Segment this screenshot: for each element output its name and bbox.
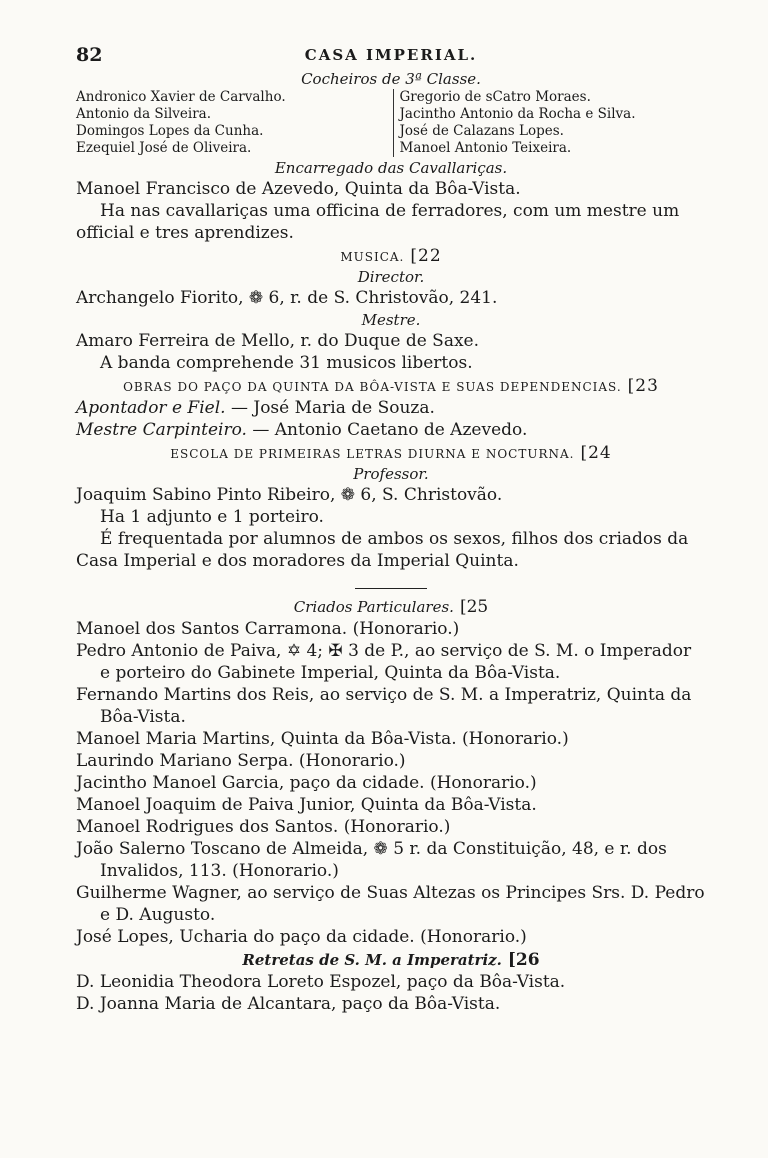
list-item: D. Leonidia Theodora Loreto Espozel, paço da Bôa-Vista. xyxy=(76,972,566,992)
escola-heading xyxy=(76,443,706,463)
list-item: Gregorio de sCatro Moraes. xyxy=(399,89,591,105)
list-item: Jacintho Manoel Garcia, paço da cidade. (Honorario.) xyxy=(76,773,537,793)
list-item: Domingos Lopes da Cunha. xyxy=(76,123,264,139)
criados-ref: [25 xyxy=(459,597,489,617)
musica-mestre-title: Mestre. xyxy=(361,311,421,329)
cavallaricas-title: Encarregado das Cavallariças. xyxy=(274,159,508,177)
musica-banda: A banda comprehende 31 musicos libertos. xyxy=(100,353,473,373)
list-item: Guilherme Wagner, ao serviço de Suas Altezas os Principes Srs. D. Pedro e D. Augusto. xyxy=(76,883,705,925)
list-item: Andronico Xavier de Carvalho. xyxy=(76,89,286,105)
obras-heading xyxy=(76,376,706,396)
retretas-list xyxy=(76,971,706,1015)
escola-note: É frequentada por alumnos de ambos os sexos, filhos dos criados da Casa Imperial e dos moradores da Imperial Quinta. xyxy=(76,529,689,571)
escola-title: ESCOLA DE PRIMEIRAS LETRAS DIURNA E NOCTURNA. xyxy=(170,447,575,461)
page-header xyxy=(76,44,706,68)
obras-ref: [23 xyxy=(627,376,659,396)
list-item: Manoel Joaquim de Paiva Junior, Quinta da Bôa-Vista. xyxy=(76,795,537,815)
obras-title: OBRAS DO PAÇO DA QUINTA DA BÔA-VISTA E SUAS DEPENDENCIAS. xyxy=(123,380,622,394)
retretas-heading xyxy=(76,950,706,970)
list-item: João Salerno Toscano de Almeida, ❁ 5 r. da Constituição, 48, e r. dos Invalidos, 113. (Honorario.) xyxy=(76,839,667,881)
cocheiros-left-column xyxy=(76,89,383,157)
obras-mestre xyxy=(76,419,706,441)
cavallaricas-note: Ha nas cavallariças uma officina de ferradores, com um mestre um official e tres aprendizes. xyxy=(76,201,680,243)
list-item: Manoel Antonio Teixeira. xyxy=(399,140,572,156)
obras-apontador-name: — José Maria de Souza. xyxy=(230,398,435,418)
criados-title: Criados Particulares. xyxy=(293,598,454,616)
list-item: José de Calazans Lopes. xyxy=(399,123,564,139)
musica-director-title: Director. xyxy=(357,268,425,286)
page-number: 82 xyxy=(76,44,103,66)
obras-apontador-label: Apontador e Fiel. xyxy=(76,398,226,418)
escola-adjunto: Ha 1 adjunto e 1 porteiro. xyxy=(100,507,324,527)
cocheiros-list xyxy=(76,89,706,157)
criados-list xyxy=(76,618,706,948)
list-item: Manoel Rodrigues dos Santos. (Honorario.) xyxy=(76,817,451,837)
obras-apontador xyxy=(76,397,706,419)
obras-mestre-label: Mestre Carpinteiro. xyxy=(76,420,247,440)
list-item: Laurindo Mariano Serpa. (Honorario.) xyxy=(76,751,406,771)
list-item: Jacintho Antonio da Rocha e Silva. xyxy=(399,106,636,122)
cocheiros-right-column xyxy=(393,89,707,157)
retretas-title: Retretas de S. M. a Imperatriz. xyxy=(242,951,502,969)
musica-ref: [22 xyxy=(410,246,442,266)
list-item: Fernando Martins dos Reis, ao serviço de S. M. a Imperatriz, Quinta da Bôa-Vista. xyxy=(76,685,692,727)
running-head: CASA IMPERIAL. xyxy=(304,46,478,64)
musica-heading xyxy=(76,246,706,266)
list-item: Pedro Antonio de Paiva, ✡ 4; ✠ 3 de P., ao serviço de S. M. o Imperador e porteiro do Gabinete Imperial, Quinta da Bôa-Vista. xyxy=(76,641,692,683)
cocheiros-title: Cocheiros de 3ª Classe. xyxy=(301,70,481,88)
list-item: Manoel dos Santos Carramona. (Honorario.) xyxy=(76,619,460,639)
list-item: D. Joanna Maria de Alcantara, paço da Bôa-Vista. xyxy=(76,994,501,1014)
document-page xyxy=(76,44,706,1015)
section-divider xyxy=(355,588,427,589)
list-item: Ezequiel José de Oliveira. xyxy=(76,140,252,156)
musica-title: MUSICA. xyxy=(340,250,405,264)
criados-heading xyxy=(76,597,706,617)
musica-director: Archangelo Fiorito, ❁ 6, r. de S. Christovão, 241. xyxy=(76,288,498,308)
cavallaricas-encarregado: Manoel Francisco de Azevedo, Quinta da Bôa-Vista. xyxy=(76,179,521,199)
list-item: José Lopes, Ucharia do paço da cidade. (Honorario.) xyxy=(76,927,527,947)
escola-professor-title: Professor. xyxy=(353,465,429,483)
escola-ref: [24 xyxy=(580,443,612,463)
obras-mestre-name: — Antonio Caetano de Azevedo. xyxy=(252,420,528,440)
escola-professor: Joaquim Sabino Pinto Ribeiro, ❁ 6, S. Christovão. xyxy=(76,485,503,505)
retretas-ref: [26 xyxy=(507,950,540,970)
list-item: Manoel Maria Martins, Quinta da Bôa-Vista. (Honorario.) xyxy=(76,729,569,749)
list-item: Antonio da Silveira. xyxy=(76,106,212,122)
musica-mestre: Amaro Ferreira de Mello, r. do Duque de Saxe. xyxy=(76,331,480,351)
